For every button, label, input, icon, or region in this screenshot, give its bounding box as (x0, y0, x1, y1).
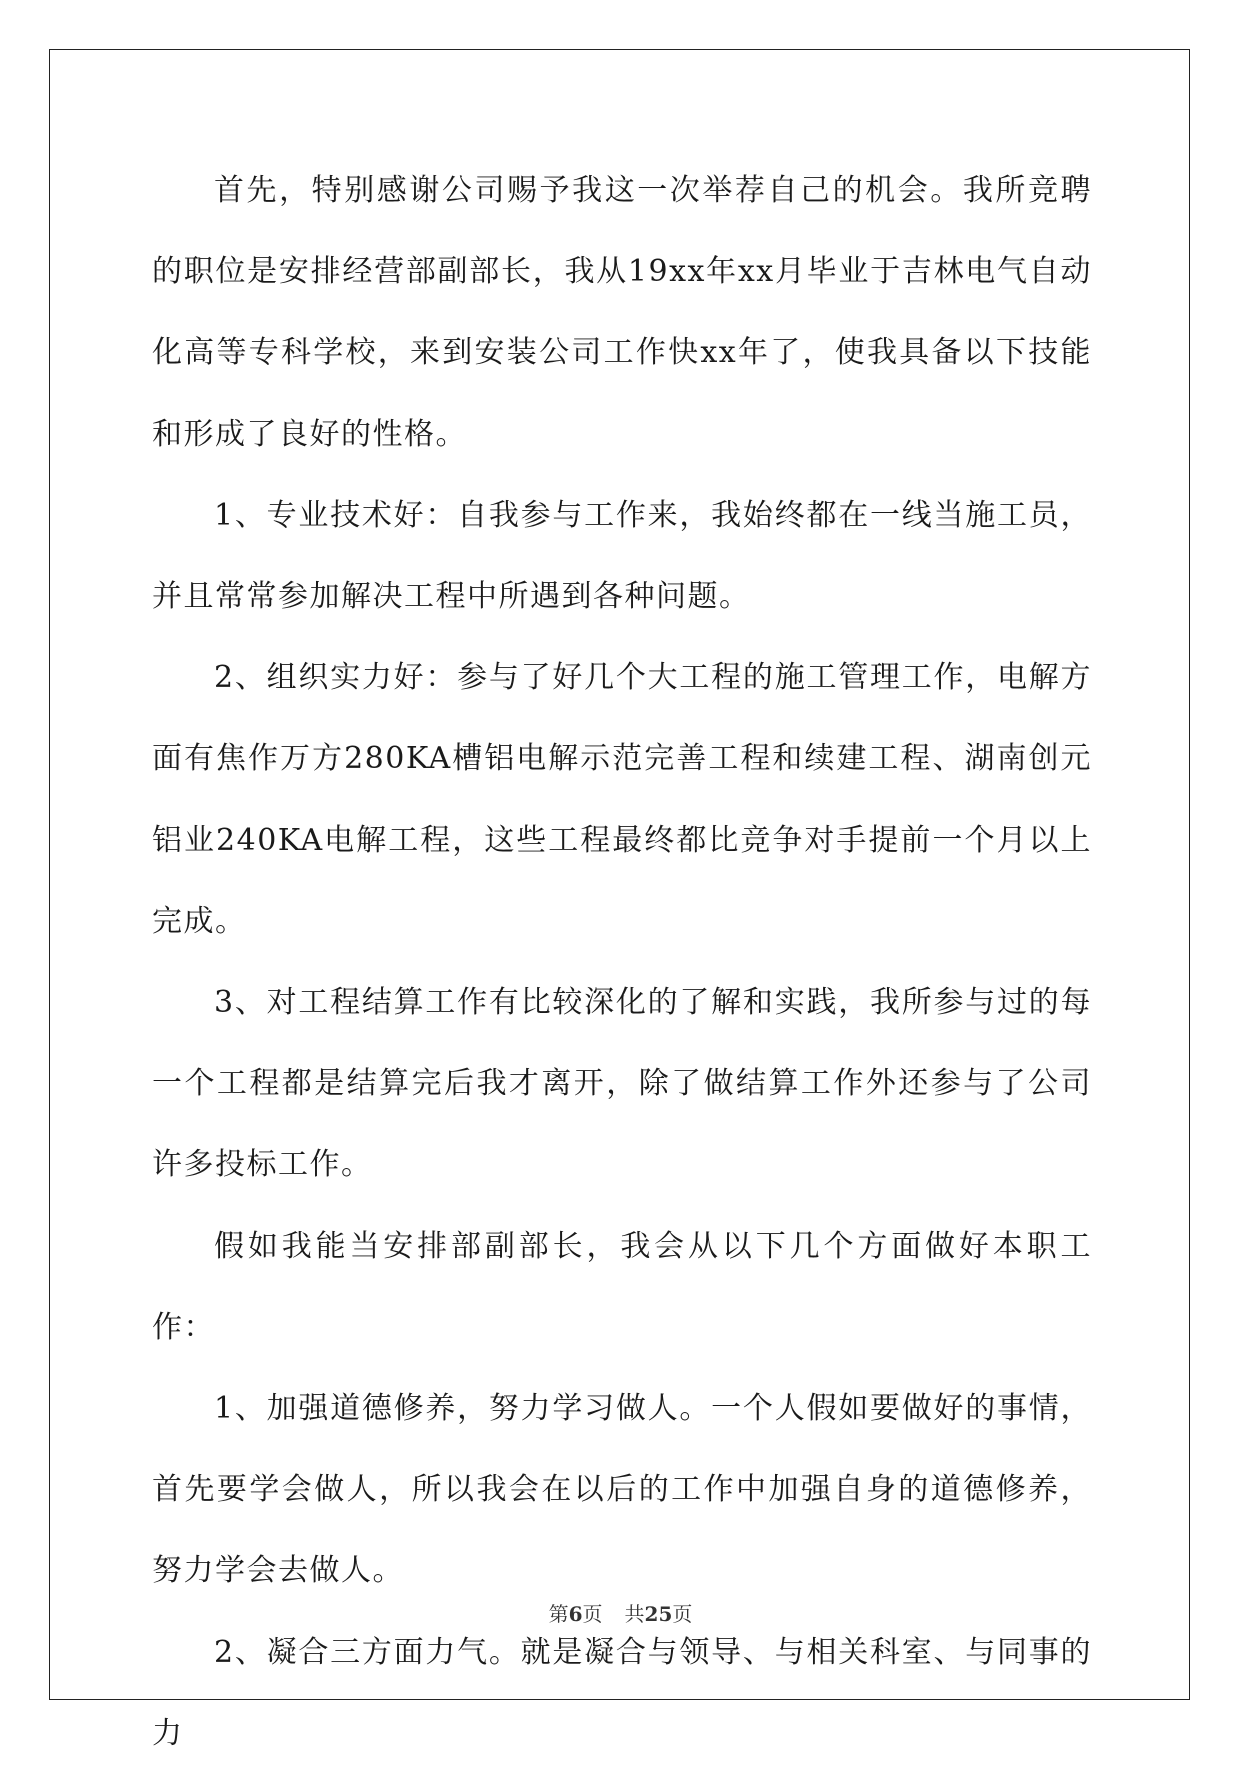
paragraph-plan-2: 2、凝合三方面力气。就是凝合与领导、与相关科室、与同事的力 (152, 1634, 1092, 1751)
paragraph-plan-intro: 假如我能当安排部副部长，我会从以下几个方面做好本职工作： (152, 1228, 1092, 1345)
footer-total-prefix: 共 (624, 1602, 645, 1626)
paragraph-skill-3: 3、对工程结算工作有比较深化的了解和实践，我所参与过的每一个工程都是结算完后我才离开，除了做结算工作外还参与了公司许多投标工作。 (152, 985, 1092, 1183)
footer-total-suffix: 页 (672, 1602, 693, 1626)
total-page-number: 25 (644, 1602, 673, 1626)
footer-page-suffix: 页 (582, 1602, 603, 1626)
paragraph-skill-2: 2、组织实力好：参与了好几个大工程的施工管理工作，电解方面有焦作万方280KA槽铝电解示范完善工程和续建工程、湖南创元铝业240KA电解工程，这些工程最终都比竞争对手提前一个月以上完成。 (152, 660, 1092, 939)
paragraph-skill-1: 1、专业技术好：自我参与工作来，我始终都在一线当施工员，并且常常参加解决工程中所遇到各种问题。 (152, 497, 1092, 615)
page-footer (0, 1598, 1241, 1627)
paragraph-intro: 首先，特别感谢公司赐予我这一次举荐自己的机会。我所竞聘的职位是安排经营部副部长，我从19xx年xx月毕业于吉林电气自动化高等专科学校，来到安装公司工作快xx年了，使我具备以下技能和形成了良好的性格。 (152, 173, 1092, 452)
document-body (152, 150, 1092, 1774)
footer-prefix: 第 (548, 1602, 569, 1626)
current-page-number: 6 (568, 1602, 583, 1626)
paragraph-plan-1: 1、加强道德修养，努力学习做人。一个人假如要做好的事情，首先要学会做人，所以我会在以后的工作中加强自身的道德修养，努力学会去做人。 (152, 1391, 1092, 1589)
